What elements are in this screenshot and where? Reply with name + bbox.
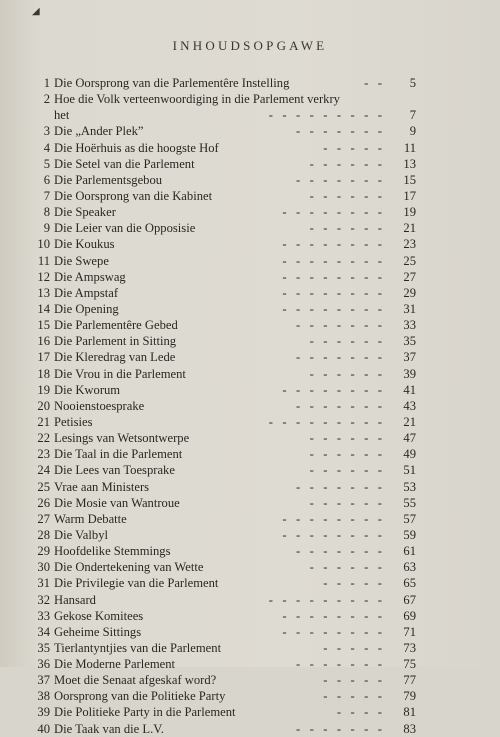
toc-entry	[0, 123, 500, 139]
toc-entry-number: 36	[37, 657, 50, 672]
toc-entry-title: Lesings van Wetsontwerpe	[54, 431, 190, 446]
toc-entry-page: 75	[403, 657, 416, 672]
toc-entry-number: 11	[37, 253, 50, 268]
toc-entry-title: Vrae aan Ministers	[54, 479, 150, 494]
toc-entry-title: het	[54, 108, 70, 123]
toc-entry-page: 61	[403, 544, 416, 559]
toc-entry-leader: - - - - - - - -	[282, 285, 382, 300]
toc-entry-leader: - - - - - - -	[295, 479, 382, 494]
toc-entry	[0, 592, 500, 608]
toc-entry-page: 21	[403, 414, 416, 429]
toc-entry	[0, 285, 500, 301]
toc-entry	[0, 462, 500, 478]
toc-entry-leader: - - - - - - -	[295, 318, 382, 333]
toc-entry-title: Die Koukus	[54, 237, 115, 252]
toc-entry-title: Die Swepe	[54, 253, 109, 268]
toc-entry-leader: - - - - - -	[309, 431, 382, 446]
toc-entry-leader: - - - - - - -	[295, 124, 382, 139]
toc-entry-number: 33	[37, 608, 50, 623]
toc-entry	[0, 430, 500, 446]
toc-entry-title: Petisies	[54, 414, 93, 429]
toc-entry-number: 34	[37, 624, 50, 639]
toc-entry-number: 39	[37, 705, 50, 720]
toc-entry-leader: - - - - -	[323, 640, 382, 655]
toc-entry-title: Tierlantyntjies van die Parlement	[54, 640, 222, 655]
toc-entry-number: 1	[43, 76, 50, 90]
toc-entry	[0, 721, 500, 737]
toc-entry-leader: - - - - - -	[309, 495, 382, 510]
toc-entry-page: 43	[403, 398, 416, 413]
toc-entry-title: Die Taak van die L.V.	[54, 721, 164, 736]
toc-entry-page: 5	[409, 76, 416, 90]
toc-entry-title: Warm Debatte	[54, 511, 127, 526]
toc-entry	[0, 107, 500, 123]
toc-entry	[0, 511, 500, 527]
toc-entry	[0, 188, 500, 204]
toc-entry	[0, 527, 500, 543]
toc-entry-number: 24	[37, 463, 50, 478]
toc-entry	[0, 479, 500, 495]
toc-entry	[0, 495, 500, 511]
toc-entry-number: 2	[43, 92, 50, 107]
toc-entry-title: Die Kleredrag van Lede	[54, 350, 176, 365]
toc-entry-page: 59	[403, 527, 416, 542]
toc-entry-leader: - - - - - -	[309, 463, 382, 478]
toc-entry-leader: - - - - - - -	[295, 350, 382, 365]
toc-entry-number: 16	[37, 334, 50, 349]
toc-entry	[0, 301, 500, 317]
toc-entry-page: 65	[403, 576, 416, 591]
toc-entry-number: 22	[37, 431, 50, 446]
toc-entry	[0, 656, 500, 672]
toc-entry-leader: - - - - - - - -	[282, 237, 382, 252]
toc-entry-leader: - - - - - -	[309, 188, 382, 203]
toc-entry-number: 7	[43, 188, 50, 203]
toc-entry-number: 17	[37, 350, 50, 365]
toc-entry-page: 25	[403, 253, 416, 268]
toc-entry-leader: - - - - - - - - -	[268, 414, 382, 429]
toc-entry-title: Die Opening	[54, 301, 119, 316]
toc-entry-page: 79	[403, 689, 416, 704]
toc-entry	[0, 704, 500, 720]
toc-entry	[0, 624, 500, 640]
toc-entry-page: 41	[403, 382, 416, 397]
toc-entry-leader: - - - - - - - -	[282, 301, 382, 316]
toc-entry-page: 67	[403, 592, 416, 607]
toc-entry-leader: - - - - - - - -	[282, 624, 382, 639]
toc-entry-title: Die Parlement in Sitting	[54, 334, 177, 349]
toc-entry-leader: - - - - - -	[309, 221, 382, 236]
toc-entry-page: 69	[403, 608, 416, 623]
toc-entry	[0, 333, 500, 349]
toc-entry-leader: - - - - - - -	[295, 721, 382, 736]
toc-entry-leader: - -	[364, 76, 382, 90]
toc-entry-page: 23	[403, 237, 416, 252]
toc-entry-leader: - - - - - - -	[295, 657, 382, 672]
toc-entry-number: 8	[43, 205, 50, 220]
toc-entry-page: 35	[403, 334, 416, 349]
toc-entry-page: 29	[403, 285, 416, 300]
toc-entry	[0, 317, 500, 333]
toc-entry-title: Die Privilegie van die Parlement	[54, 576, 219, 591]
toc-entry-leader: - - - - - - - - -	[268, 108, 382, 123]
table-of-contents	[0, 75, 500, 737]
toc-entry-number: 4	[43, 140, 50, 155]
toc-entry-page: 49	[403, 447, 416, 462]
toc-entry-page: 17	[403, 188, 416, 203]
toc-entry	[0, 640, 500, 656]
toc-entry	[0, 140, 500, 156]
toc-entry-number: 14	[37, 301, 50, 316]
toc-entry-page: 55	[403, 495, 416, 510]
page-corner-mark: ◢	[32, 6, 40, 17]
toc-entry	[0, 608, 500, 624]
toc-entry-leader: - - - - -	[323, 140, 382, 155]
toc-entry-number: 9	[43, 221, 50, 236]
toc-entry-number: 18	[37, 366, 50, 381]
toc-entry-number: 26	[37, 495, 50, 510]
toc-entry-leader: - - - - - - -	[295, 544, 382, 559]
toc-entry	[0, 220, 500, 236]
toc-entry-title: Hoe die Volk verteenwoordiging in die Parlement verkry	[54, 92, 340, 107]
toc-entry-number: 29	[37, 544, 50, 559]
toc-entry-title: Die Mosie van Wantroue	[54, 495, 180, 510]
toc-entry-page: 81	[403, 705, 416, 720]
toc-entry	[0, 156, 500, 172]
toc-entry-number: 32	[37, 592, 50, 607]
toc-entry-title: Die Ondertekening van Wette	[54, 560, 204, 575]
toc-entry-leader: - - - - - - - -	[282, 269, 382, 284]
toc-entry-title: Die Oorsprong van die Kabinet	[54, 188, 213, 203]
toc-entry	[0, 672, 500, 688]
toc-entry-title: Hoofdelike Stemmings	[54, 544, 171, 559]
toc-entry-page: 53	[403, 479, 416, 494]
toc-entry-page: 71	[403, 624, 416, 639]
toc-entry-number: 6	[43, 172, 50, 187]
toc-entry-leader: - - - - - - - -	[282, 511, 382, 526]
toc-entry-page: 19	[403, 205, 416, 220]
toc-entry-title: Die Setel van die Parlement	[54, 156, 195, 171]
toc-entry-leader: - - - - - - -	[295, 172, 382, 187]
toc-entry-number: 37	[37, 673, 50, 688]
toc-entry-number: 15	[37, 318, 50, 333]
toc-entry-title: Oorsprong van die Politieke Party	[54, 689, 226, 704]
toc-entry-number: 21	[37, 414, 50, 429]
toc-entry-leader: - - - - - - - -	[282, 205, 382, 220]
toc-entry-page: 51	[403, 463, 416, 478]
toc-entry-page: 21	[403, 221, 416, 236]
toc-entry-page: 77	[403, 673, 416, 688]
toc-entry-page: 9	[409, 124, 416, 139]
toc-entry-title: Nooienstoesprake	[54, 398, 145, 413]
toc-entry-leader: - - - - - - - -	[282, 608, 382, 623]
toc-entry	[0, 253, 500, 269]
toc-entry-page: 15	[403, 172, 416, 187]
toc-entry-number: 38	[37, 689, 50, 704]
toc-entry-leader: - - - - -	[323, 689, 382, 704]
toc-entry-number: 20	[37, 398, 50, 413]
toc-entry	[0, 382, 500, 398]
toc-entry-page: 31	[403, 301, 416, 316]
toc-entry-number: 3	[43, 124, 50, 139]
toc-entry-title: Die Kworum	[54, 382, 121, 397]
toc-entry-title: Die Lees van Toesprake	[54, 463, 175, 478]
toc-entry-title: Die Hoërhuis as die hoogste Hof	[54, 140, 219, 155]
toc-entry-number: 13	[37, 285, 50, 300]
toc-entry-title: Geheime Sittings	[54, 624, 142, 639]
toc-entry-page: 73	[403, 640, 416, 655]
toc-entry-number: 31	[37, 576, 50, 591]
toc-entry-page: 39	[403, 366, 416, 381]
toc-entry-page: 27	[403, 269, 416, 284]
toc-entry-number: 27	[37, 511, 50, 526]
toc-entry-leader: - - - - - -	[309, 366, 382, 381]
toc-entry-number: 40	[37, 721, 50, 736]
toc-entry-page: 13	[403, 156, 416, 171]
toc-entry-number: 19	[37, 382, 50, 397]
toc-entry-page: 37	[403, 350, 416, 365]
toc-entry	[0, 349, 500, 365]
toc-entry-leader: - - - - - - -	[295, 398, 382, 413]
toc-entry-number: 5	[43, 156, 50, 171]
toc-entry	[0, 172, 500, 188]
toc-entry-page: 47	[403, 431, 416, 446]
toc-entry	[0, 446, 500, 462]
toc-entry-title: Gekose Komitees	[54, 608, 144, 623]
toc-entry	[0, 75, 500, 91]
toc-entry	[0, 269, 500, 285]
toc-entry	[0, 688, 500, 704]
toc-entry-title: Die Valbyl	[54, 527, 108, 542]
toc-entry-title: Hansard	[54, 592, 96, 607]
toc-entry-leader: - - - - - - - -	[282, 382, 382, 397]
toc-entry-number: 12	[37, 269, 50, 284]
toc-entry	[0, 366, 500, 382]
toc-entry-leader: - - - - - -	[309, 560, 382, 575]
toc-entry-page: 63	[403, 560, 416, 575]
toc-entry-title: Die Vrou in die Parlement	[54, 366, 186, 381]
toc-entry-number: 35	[37, 640, 50, 655]
toc-entry-title: Die Oorsprong van die Parlementêre Instelling	[54, 76, 290, 90]
toc-entry-number: 10	[37, 237, 50, 252]
page-title: INHOUDSOPGAWE	[172, 38, 328, 53]
toc-entry-title: Die Parlementsgebou	[54, 172, 163, 187]
toc-entry-number: 28	[37, 527, 50, 542]
toc-entry	[0, 204, 500, 220]
toc-entry	[0, 236, 500, 252]
toc-entry-title: Die „Ander Plek”	[54, 124, 144, 139]
toc-entry-leader: - - - - -	[323, 673, 382, 688]
toc-entry-leader: - - - - - - - -	[282, 253, 382, 268]
toc-entry-leader: - - - - -	[323, 576, 382, 591]
toc-entry-title: Die Speaker	[54, 205, 116, 220]
toc-entry-title: Die Politieke Party in die Parlement	[54, 705, 236, 720]
toc-entry	[0, 543, 500, 559]
toc-entry-page: 33	[403, 318, 416, 333]
toc-entry-title: Die Moderne Parlement	[54, 657, 175, 672]
toc-entry-page: 11	[403, 140, 416, 155]
toc-entry-title: Die Parlementêre Gebed	[54, 318, 178, 333]
toc-entry-leader: - - - - - - - -	[282, 527, 382, 542]
toc-entry-leader: - - - - - -	[309, 156, 382, 171]
toc-entry-title: Die Ampswag	[54, 269, 126, 284]
toc-entry-title: Die Leier van die Opposisie	[54, 221, 196, 236]
toc-entry-leader: - - - - - -	[309, 334, 382, 349]
toc-entry-title: Die Taal in die Parlement	[54, 447, 183, 462]
toc-entry-title: Die Ampstaf	[54, 285, 119, 300]
toc-entry-title: Moet die Senaat afgeskaf word?	[54, 673, 217, 688]
toc-entry-number: 25	[37, 479, 50, 494]
toc-entry	[0, 414, 500, 430]
toc-entry-page: 57	[403, 511, 416, 526]
toc-entry-page: 7	[409, 108, 416, 123]
toc-entry-number: 23	[37, 447, 50, 462]
toc-entry	[0, 398, 500, 414]
toc-entry-page: 83	[403, 721, 416, 736]
toc-entry-number: 30	[37, 560, 50, 575]
toc-entry	[0, 559, 500, 575]
toc-entry-leader: - - - -	[336, 705, 382, 720]
toc-entry-leader: - - - - - -	[309, 447, 382, 462]
toc-entry	[0, 91, 500, 107]
toc-entry-leader: - - - - - - - - -	[268, 592, 382, 607]
toc-entry	[0, 575, 500, 591]
